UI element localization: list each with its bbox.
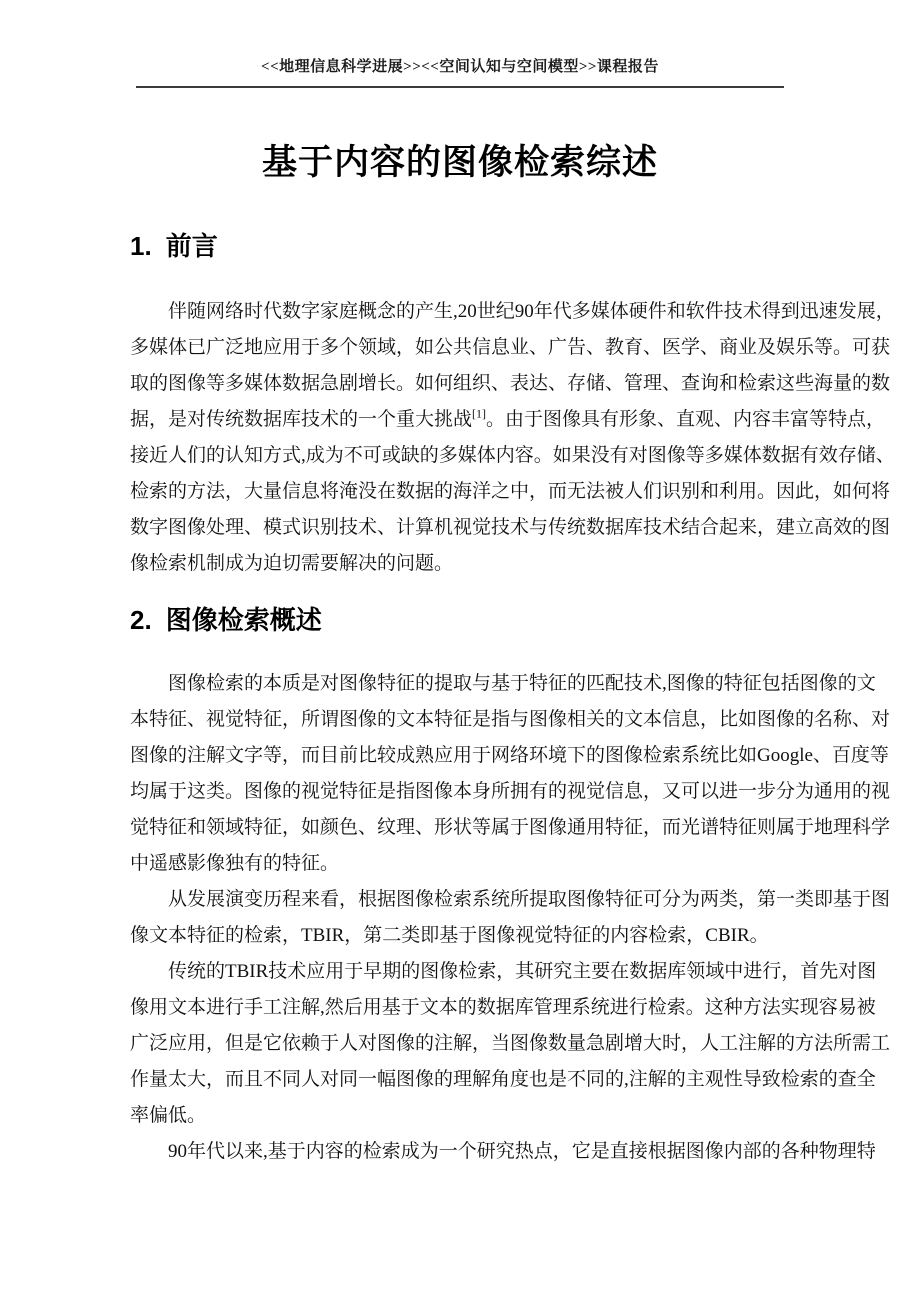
header-course-title: <<地理信息科学进展>><<空间认知与空间模型>>课程报告 [261, 59, 659, 75]
text-line: 中遥感影像独有的特征。 [130, 853, 340, 874]
text-line: 从发展演变历程来看，根据图像检索系统所提取图像特征可分为两类，第一类即基于图 [168, 889, 891, 910]
header-rule [136, 86, 784, 88]
paragraph [130, 666, 891, 882]
text-line: 广泛应用，但是它依赖于人对图像的注解，当图像数量急剧增大时，人工注解的方法所需工 [130, 1033, 891, 1054]
text-line: 觉特征和领域特征，如颜色、纹理、形状等属于图像通用特征，而光谱特征则属于地理科学 [130, 817, 891, 838]
section-title: 图像检索概述 [165, 605, 322, 635]
text-line: 多媒体已广泛地应用于多个领域，如公共信息业、广告、教育、医学、商业及娱乐等。可获 [130, 337, 891, 358]
paragraph [130, 1134, 876, 1170]
text-line: 像文本特征的检索，TBIR，第二类即基于图像视觉特征的内容检索，CBIR。 [130, 925, 769, 946]
text-line: 图像的注解文字等，而目前比较成熟应用于网络环境下的图像检索系统比如Google、百度等 [130, 745, 889, 766]
text-line: 像用文本进行手工注解,然后用基于文本的数据库管理系统进行检索。这种方法实现容易被 [130, 997, 876, 1018]
section-heading-1 [130, 228, 790, 264]
text-line: 取的图像等多媒体数据急剧增长。如何组织、表达、存储、管理、查询和检索这些海量的数 [130, 373, 891, 394]
page-header [0, 0, 920, 88]
text-line: 本特征、视觉特征，所谓图像的文本特征是指与图像相关的文本信息，比如图像的名称、对 [130, 709, 891, 730]
text-line: 伴随网络时代数字家庭概念的产生,20世纪90年代多媒体硬件和软件技术得到迅速发展， [168, 301, 895, 322]
paragraph [130, 882, 891, 954]
citation-marker: [1] [472, 406, 487, 421]
text-line: 接近人们的认知方式,成为不可或缺的多媒体内容。如果没有对图像等多媒体数据有效存储、 [130, 445, 895, 466]
section-heading-2 [130, 602, 790, 638]
text-line: 像检索机制成为迫切需要解决的问题。 [130, 553, 454, 574]
section-number: 1. [130, 231, 152, 261]
text-line: 据，是对传统数据库技术的一个重大挑战[1]。由于图像具有形象、直观、内容丰富等特点， [130, 406, 886, 430]
text-line: 作量太大，而且不同人对同一幅图像的理解角度也是不同的,注解的主观性导致检索的查全 [130, 1069, 876, 1090]
text-line: 90年代以来,基于内容的检索成为一个研究热点，它是直接根据图像内部的各种物理特 [168, 1141, 876, 1162]
document-title: 基于内容的图像检索综述 [261, 143, 658, 182]
section-title: 前言 [165, 231, 218, 261]
text-line: 率偏低。 [130, 1105, 207, 1126]
text-line: 均属于这类。图像的视觉特征是指图像本身所拥有的视觉信息，又可以进一步分为通用的视 [130, 781, 891, 802]
text-line: 图像检索的本质是对图像特征的提取与基于特征的匹配技术,图像的特征包括图像的文 [168, 673, 876, 694]
text-line: 数字图像处理、模式识别技术、计算机视觉技术与传统数据库技术结合起来，建立高效的图 [130, 517, 891, 538]
document-body [130, 228, 895, 1170]
text-line: 传统的TBIR技术应用于早期的图像检索，其研究主要在数据库领域中进行，首先对图 [168, 961, 877, 982]
paragraph [130, 954, 891, 1134]
section-number: 2. [130, 605, 152, 635]
paragraph [130, 294, 895, 582]
text-line: 检索的方法，大量信息将淹没在数据的海洋之中，而无法被人们识别和利用。因此，如何将 [130, 481, 891, 502]
